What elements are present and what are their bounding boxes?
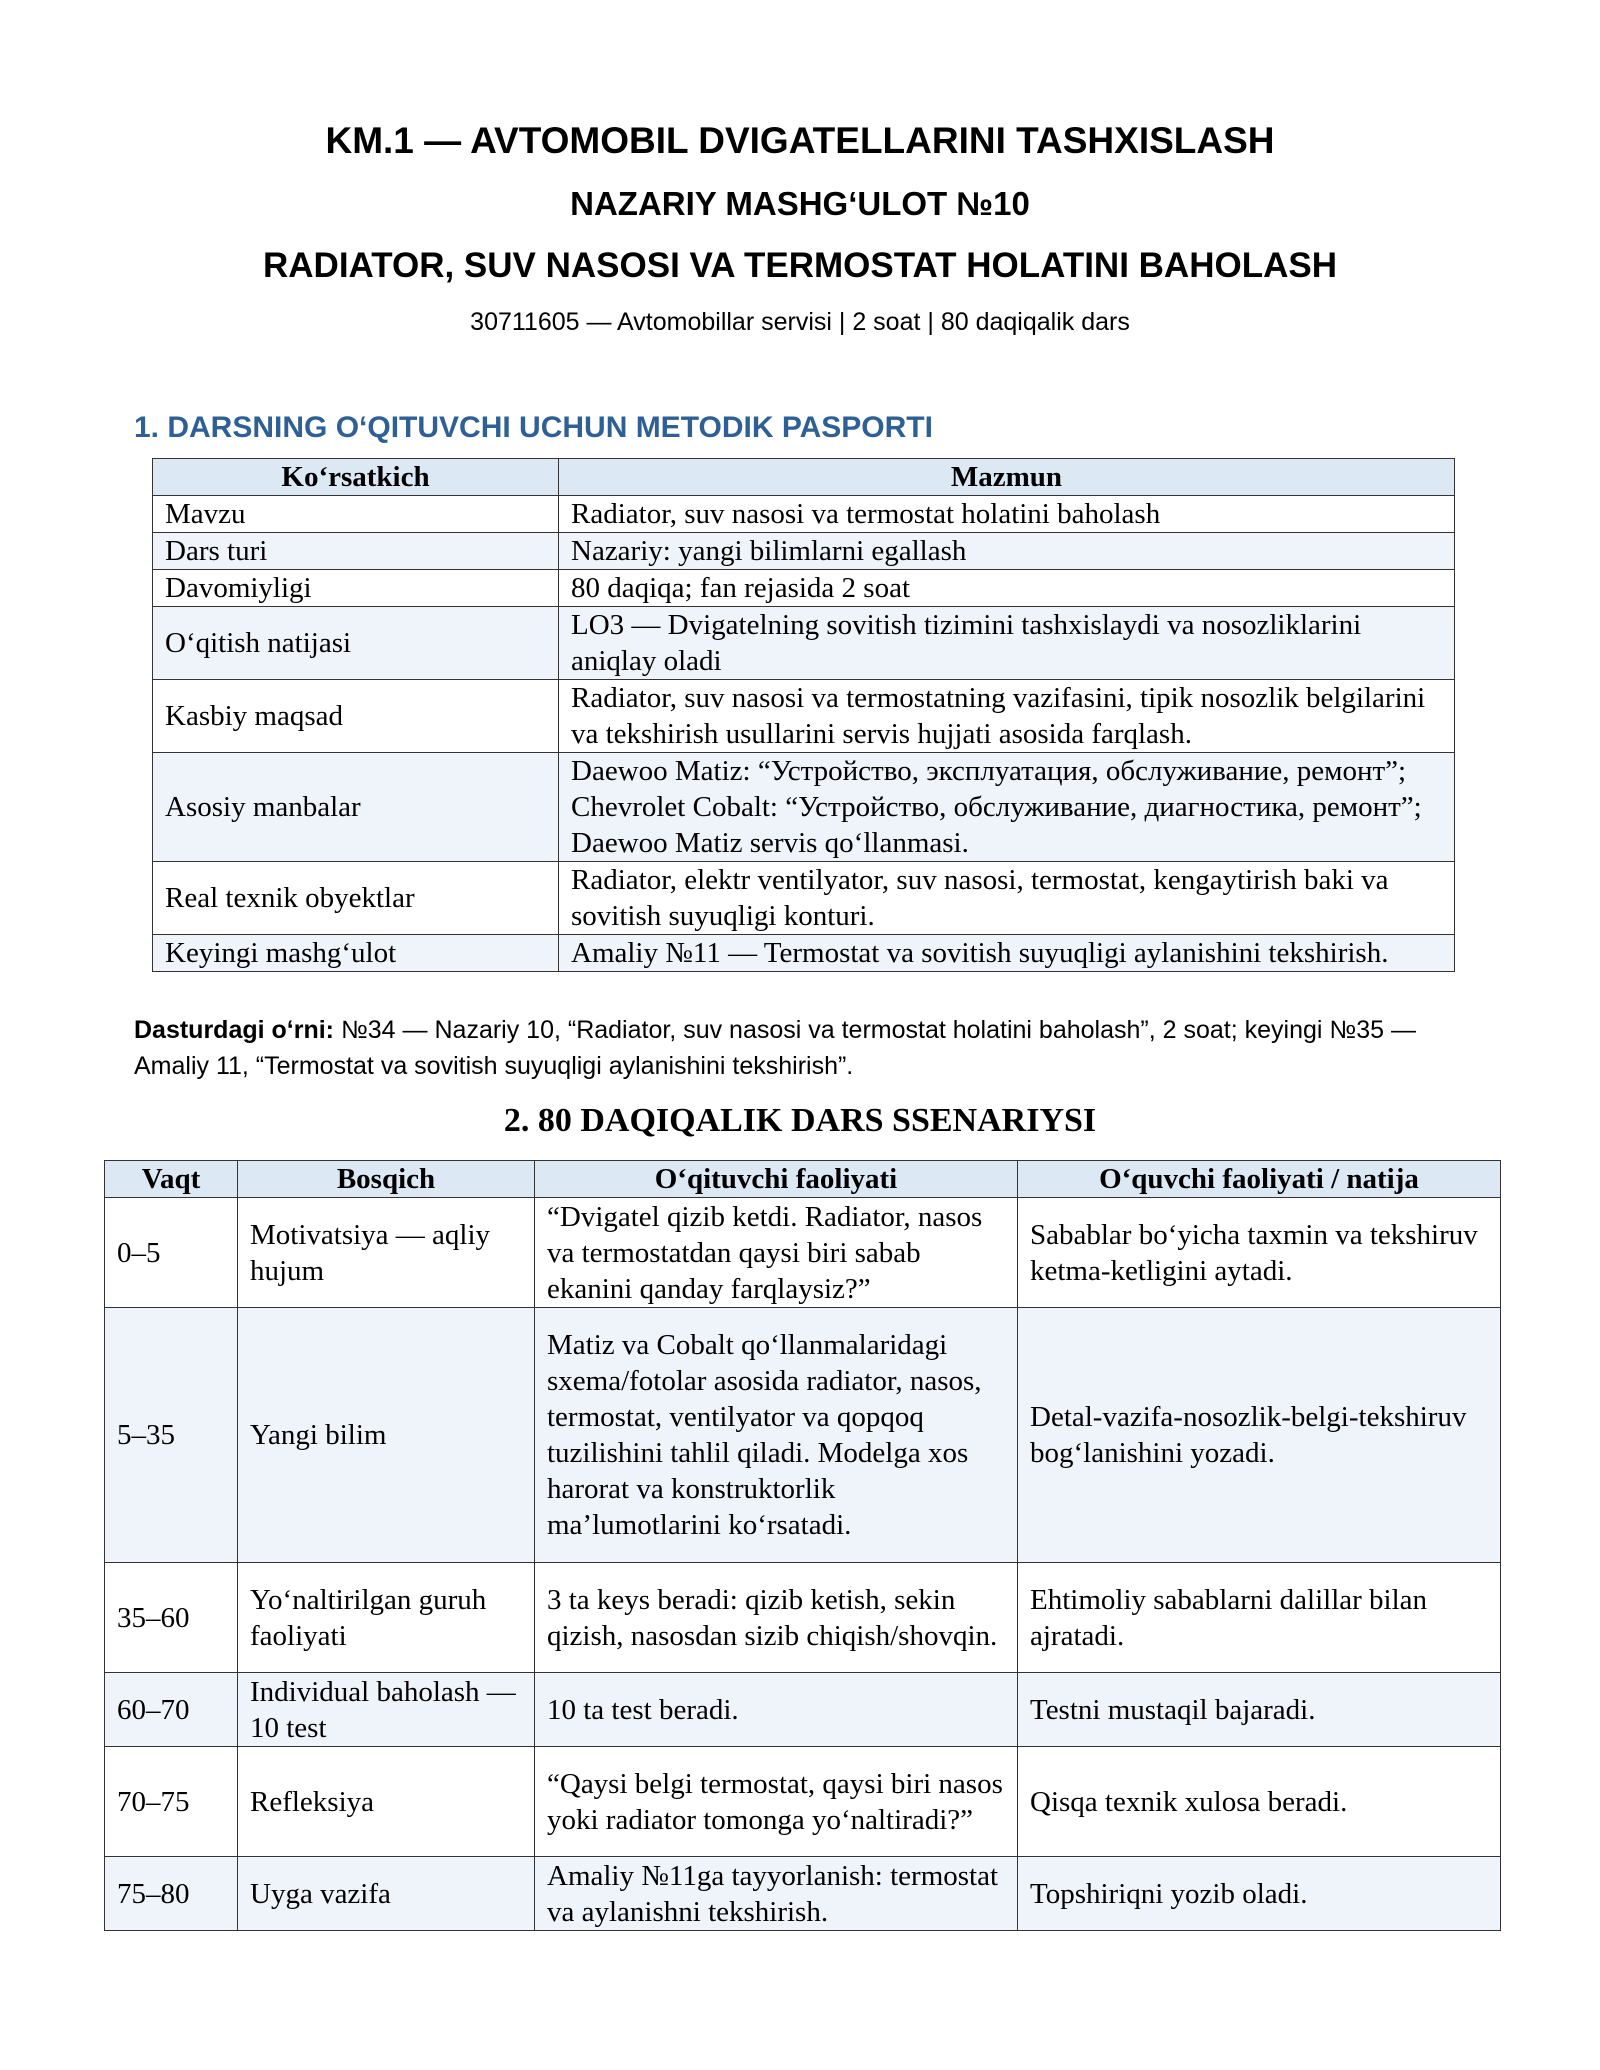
- table-row: [105, 1198, 1501, 1308]
- teacher-activity-cell: Amaliy №11ga tayyorlanish: termostat va aylanishni tekshirish.: [535, 1857, 1018, 1931]
- indicator-cell: O‘qitish natijasi: [153, 607, 559, 680]
- lesson-topic: RADIATOR, SUV NASOSI VA TERMOSTAT HOLATINI BAHOLASH: [263, 246, 1337, 285]
- lesson-number: NAZARIY MASHG‘ULOT №10: [570, 185, 1030, 222]
- note-label: Dasturdagi o‘rni:: [134, 1016, 335, 1044]
- student-activity-cell: Sabablar bo‘yicha taxmin va tekshiruv ketma-ketligini aytadi.: [1018, 1198, 1501, 1308]
- content-cell: Radiator, suv nasosi va termostat holatini baholash: [559, 496, 1455, 533]
- column-header: O‘qituvchi faoliyati: [535, 1161, 1018, 1198]
- table-row: [153, 753, 1455, 862]
- document-title: KM.1 — AVTOMOBIL DVIGATELLARINI TASHXISLASH: [325, 120, 1275, 161]
- passport-header-row: [153, 459, 1455, 496]
- student-activity-cell: Detal-vazifa-nosozlik-belgi-tekshiruv bog‘lanishini yozadi.: [1018, 1308, 1501, 1563]
- table-row: [105, 1857, 1501, 1931]
- table-row: [153, 607, 1455, 680]
- content-cell: Radiator, elektr ventilyator, suv nasosi, termostat, kengaytirish baki va sovitish suyuqligi konturi.: [559, 862, 1455, 935]
- content-cell: Daewoo Matiz: “Устройство, эксплуатация, обслуживание, ремонт”; Chevrolet Cobalt: “Устройство, обслуживание, диагностика, ремонт”; Daewoo Matiz servis qo‘llanmasi.: [559, 753, 1455, 862]
- time-cell: 35–60: [105, 1563, 238, 1673]
- note-text: №34 — Nazariy 10, “Radiator, suv nasosi va termostat holatini baholash”, 2 soat; keyingi №35 — Amaliy 11, “Termostat va sovitish suyuqligi aylanishini tekshirish”.: [134, 1016, 1416, 1080]
- course-subtitle: 30711605 — Avtomobillar servisi | 2 soat | 80 daqiqalik dars: [470, 308, 1130, 336]
- stage-cell: Motivatsiya — aqliy hujum: [238, 1198, 535, 1308]
- content-cell: LO3 — Dvigatelning sovitish tizimini tashxislaydi va nosozliklarini aniqlay oladi: [559, 607, 1455, 680]
- stage-cell: Uyga vazifa: [238, 1857, 535, 1931]
- indicator-cell: Keyingi mashg‘ulot: [153, 935, 559, 972]
- column-header: Bosqich: [238, 1161, 535, 1198]
- time-cell: 75–80: [105, 1857, 238, 1931]
- column-header: Mazmun: [559, 459, 1455, 496]
- student-activity-cell: Topshiriqni yozib oladi.: [1018, 1857, 1501, 1931]
- indicator-cell: Asosiy manbalar: [153, 753, 559, 862]
- column-header: Ko‘rsatkich: [153, 459, 559, 496]
- stage-cell: Individual baholash — 10 test: [238, 1673, 535, 1747]
- content-cell: Radiator, suv nasosi va termostatning vazifasini, tipik nosozlik belgilarini va tekshirish usullarini servis hujjati asosida farqlash.: [559, 680, 1455, 753]
- table-row: [153, 935, 1455, 972]
- table-row: [153, 496, 1455, 533]
- indicator-cell: Davomiyligi: [153, 570, 559, 607]
- student-activity-cell: Ehtimoliy sabablarni dalillar bilan ajratadi.: [1018, 1563, 1501, 1673]
- table-row: [105, 1673, 1501, 1747]
- teacher-activity-cell: 10 ta test beradi.: [535, 1673, 1018, 1747]
- passport-table: [152, 458, 1455, 972]
- column-header: O‘quvchi faoliyati / natija: [1018, 1161, 1501, 1198]
- table-row: [105, 1747, 1501, 1857]
- student-activity-cell: Qisqa texnik xulosa beradi.: [1018, 1747, 1501, 1857]
- stage-cell: Refleksiya: [238, 1747, 535, 1857]
- time-cell: 0–5: [105, 1198, 238, 1308]
- table-row: [153, 680, 1455, 753]
- time-cell: 70–75: [105, 1747, 238, 1857]
- table-row: [153, 533, 1455, 570]
- indicator-cell: Kasbiy maqsad: [153, 680, 559, 753]
- time-cell: 60–70: [105, 1673, 238, 1747]
- program-position-note: [134, 1012, 1464, 1084]
- content-cell: Nazariy: yangi bilimlarni egallash: [559, 533, 1455, 570]
- table-row: [105, 1308, 1501, 1563]
- teacher-activity-cell: “Qaysi belgi termostat, qaysi biri nasos yoki radiator tomonga yo‘naltiradi?”: [535, 1747, 1018, 1857]
- student-activity-cell: Testni mustaqil bajaradi.: [1018, 1673, 1501, 1747]
- indicator-cell: Dars turi: [153, 533, 559, 570]
- indicator-cell: Mavzu: [153, 496, 559, 533]
- indicator-cell: Real texnik obyektlar: [153, 862, 559, 935]
- lesson-scenario-table: [104, 1160, 1501, 1931]
- teacher-activity-cell: Matiz va Cobalt qo‘llanmalaridagi sxema/fotolar asosida radiator, nasos, termostat, ventilyator va qopqoq tuzilishini tahlil qiladi. Modelga xos harorat va konstruktorlik ma’lumotlarini ko‘rsatadi.: [535, 1308, 1018, 1563]
- content-cell: 80 daqiqa; fan rejasida 2 soat: [559, 570, 1455, 607]
- table-row: [153, 862, 1455, 935]
- scenario-header-row: [105, 1161, 1501, 1198]
- content-cell: Amaliy №11 — Termostat va sovitish suyuqligi aylanishini tekshirish.: [559, 935, 1455, 972]
- stage-cell: Yo‘naltirilgan guruh faoliyati: [238, 1563, 535, 1673]
- stage-cell: Yangi bilim: [238, 1308, 535, 1563]
- table-row: [105, 1563, 1501, 1673]
- teacher-activity-cell: “Dvigatel qizib ketdi. Radiator, nasos va termostatdan qaysi biri sabab ekanini qanday farqlaysiz?”: [535, 1198, 1018, 1308]
- teacher-activity-cell: 3 ta keys beradi: qizib ketish, sekin qizish, nasosdan sizib chiqish/shovqin.: [535, 1563, 1018, 1673]
- section-2-heading: 2. 80 DAQIQALIK DARS SSENARIYSI: [503, 1102, 1097, 1139]
- section-1-heading: 1. DARSNING O‘QITUVCHI UCHUN METODIK PASPORTI: [134, 411, 933, 444]
- table-row: [153, 570, 1455, 607]
- time-cell: 5–35: [105, 1308, 238, 1563]
- column-header: Vaqt: [105, 1161, 238, 1198]
